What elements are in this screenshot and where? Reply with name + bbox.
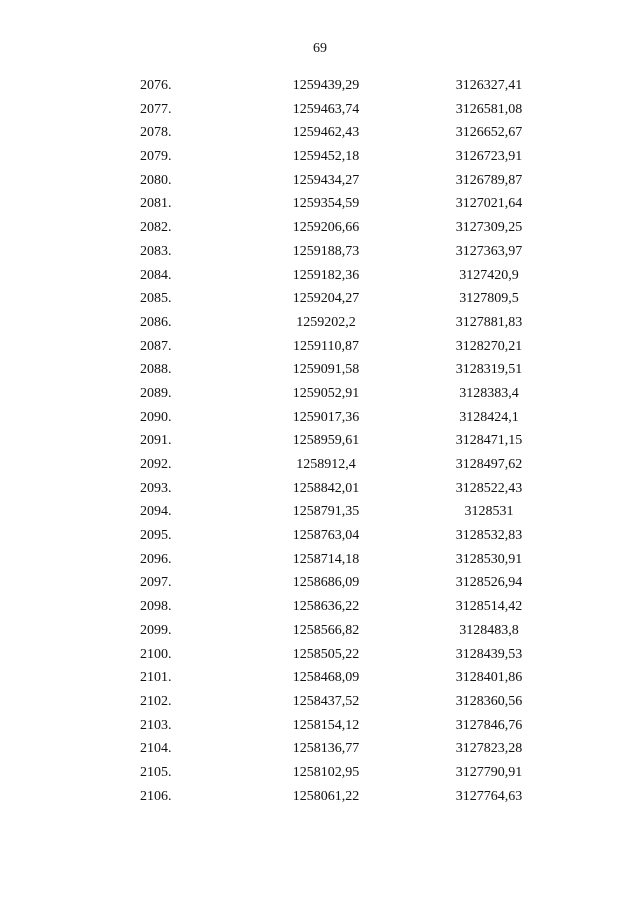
table-row xyxy=(0,432,640,456)
x-coordinate-cell: 1258505,22 xyxy=(292,646,360,662)
point-number-cell: 2099. xyxy=(140,622,172,638)
point-number-cell: 2084. xyxy=(140,267,172,283)
y-coordinate-cell: 3127764,63 xyxy=(455,788,523,804)
y-coordinate-cell: 3127881,83 xyxy=(455,314,523,330)
point-number-cell: 2086. xyxy=(140,314,172,330)
x-coordinate-cell: 1258154,12 xyxy=(292,717,360,733)
y-coordinate-cell: 3128514,42 xyxy=(455,599,523,615)
y-coordinate-cell: 3126327,41 xyxy=(455,78,523,93)
point-number-cell: 2097. xyxy=(140,575,172,591)
x-coordinate-cell: 1259354,59 xyxy=(292,196,360,212)
table-row xyxy=(0,243,640,267)
y-coordinate-cell: 3128439,53 xyxy=(455,646,523,662)
y-coordinate-cell: 3127363,97 xyxy=(455,243,523,259)
y-coordinate-cell: 3127021,64 xyxy=(455,196,523,212)
x-coordinate-cell: 1259462,43 xyxy=(292,125,360,141)
table-row xyxy=(0,764,640,788)
point-number-cell: 2078. xyxy=(140,125,172,141)
point-number-cell: 2094. xyxy=(140,504,172,520)
y-coordinate-cell: 3127823,28 xyxy=(455,741,523,757)
table-row xyxy=(0,409,640,433)
x-coordinate-cell: 1258061,22 xyxy=(292,788,360,804)
y-coordinate-cell: 3128319,51 xyxy=(455,362,523,378)
x-coordinate-cell: 1259463,74 xyxy=(292,101,360,117)
x-coordinate-cell: 1258842,01 xyxy=(292,480,360,496)
table-row xyxy=(0,574,640,598)
table-row xyxy=(0,290,640,314)
x-coordinate-cell: 1258636,22 xyxy=(292,599,360,615)
x-coordinate-cell: 1259017,36 xyxy=(292,409,360,425)
y-coordinate-cell: 3128530,91 xyxy=(455,551,523,567)
y-coordinate-cell: 3128383,4 xyxy=(459,385,519,401)
y-coordinate-cell: 3128270,21 xyxy=(455,338,523,354)
y-coordinate-cell: 3128497,62 xyxy=(455,457,523,472)
y-coordinate-cell: 3127846,76 xyxy=(455,717,523,733)
table-row xyxy=(0,598,640,622)
x-coordinate-cell: 1259182,36 xyxy=(292,267,360,283)
table-row xyxy=(0,195,640,219)
y-coordinate-cell: 3128471,15 xyxy=(455,433,523,449)
point-number-cell: 2100. xyxy=(140,646,172,662)
x-coordinate-cell: 1259202,2 xyxy=(296,314,356,330)
table-row xyxy=(0,267,640,291)
y-coordinate-cell: 3127420,9 xyxy=(459,267,519,283)
point-number-cell: 2083. xyxy=(140,243,172,259)
x-coordinate-cell: 1258102,95 xyxy=(292,764,360,780)
point-number-cell: 2098. xyxy=(140,599,172,615)
table-row xyxy=(0,527,640,551)
y-coordinate-cell: 3126723,91 xyxy=(455,149,523,165)
y-coordinate-cell: 3126581,08 xyxy=(455,101,523,117)
table-row xyxy=(0,172,640,196)
table-row xyxy=(0,124,640,148)
point-number-cell: 2080. xyxy=(140,172,172,188)
x-coordinate-cell: 1258136,77 xyxy=(292,741,360,757)
page-number: 69 xyxy=(313,41,327,56)
point-number-cell: 2102. xyxy=(140,693,172,709)
y-coordinate-cell: 3126789,87 xyxy=(455,172,523,188)
x-coordinate-cell: 1258714,18 xyxy=(292,551,360,567)
point-number-cell: 2106. xyxy=(140,788,172,804)
table-row xyxy=(0,314,640,338)
table-row xyxy=(0,693,640,717)
x-coordinate-cell: 1259434,27 xyxy=(292,172,360,188)
x-coordinate-cell: 1259091,58 xyxy=(292,362,360,378)
y-coordinate-cell: 3128532,83 xyxy=(455,528,523,544)
point-number-cell: 2085. xyxy=(140,291,172,307)
x-coordinate-cell: 1258566,82 xyxy=(292,622,360,638)
table-row xyxy=(0,456,640,480)
y-coordinate-cell: 3128483,8 xyxy=(459,622,519,638)
table-row xyxy=(0,551,640,575)
point-number-cell: 2092. xyxy=(140,457,172,472)
point-number-cell: 2091. xyxy=(140,433,172,449)
point-number-cell: 2095. xyxy=(140,528,172,544)
x-coordinate-cell: 1258763,04 xyxy=(292,528,360,544)
point-number-cell: 2088. xyxy=(140,362,172,378)
y-coordinate-cell: 3128401,86 xyxy=(455,670,523,686)
coordinate-table xyxy=(0,77,640,811)
point-number-cell: 2093. xyxy=(140,480,172,496)
point-number-cell: 2096. xyxy=(140,551,172,567)
point-number-cell: 2089. xyxy=(140,385,172,401)
y-coordinate-cell: 3128424,1 xyxy=(459,409,519,425)
table-row xyxy=(0,717,640,741)
table-row xyxy=(0,361,640,385)
point-number-cell: 2104. xyxy=(140,741,172,757)
x-coordinate-cell: 1258959,61 xyxy=(292,433,360,449)
x-coordinate-cell: 1259439,29 xyxy=(292,78,360,93)
point-number-cell: 2087. xyxy=(140,338,172,354)
table-row xyxy=(0,219,640,243)
table-row xyxy=(0,148,640,172)
table-row xyxy=(0,740,640,764)
point-number-cell: 2082. xyxy=(140,220,172,236)
point-number-cell: 2103. xyxy=(140,717,172,733)
point-number-cell: 2079. xyxy=(140,149,172,165)
y-coordinate-cell: 3127309,25 xyxy=(455,220,523,236)
table-row xyxy=(0,788,640,812)
table-row xyxy=(0,101,640,125)
table-row xyxy=(0,646,640,670)
x-coordinate-cell: 1258912,4 xyxy=(296,457,356,472)
point-number-cell: 2077. xyxy=(140,101,172,117)
table-row xyxy=(0,503,640,527)
x-coordinate-cell: 1259206,66 xyxy=(292,220,360,236)
x-coordinate-cell: 1258437,52 xyxy=(292,693,360,709)
table-row xyxy=(0,622,640,646)
x-coordinate-cell: 1258791,35 xyxy=(292,504,360,520)
x-coordinate-cell: 1258468,09 xyxy=(292,670,360,686)
point-number-cell: 2101. xyxy=(140,670,172,686)
x-coordinate-cell: 1259452,18 xyxy=(292,149,360,165)
y-coordinate-cell: 3127790,91 xyxy=(455,764,523,780)
x-coordinate-cell: 1258686,09 xyxy=(292,575,360,591)
y-coordinate-cell: 3128360,56 xyxy=(455,693,523,709)
table-row xyxy=(0,338,640,362)
x-coordinate-cell: 1259052,91 xyxy=(292,385,360,401)
point-number-cell: 2076. xyxy=(140,78,172,93)
table-row xyxy=(0,77,640,101)
y-coordinate-cell: 3127809,5 xyxy=(459,291,519,307)
y-coordinate-cell: 3128522,43 xyxy=(455,480,523,496)
x-coordinate-cell: 1259188,73 xyxy=(292,243,360,259)
point-number-cell: 2081. xyxy=(140,196,172,212)
y-coordinate-cell: 3128531 xyxy=(464,504,514,520)
table-row xyxy=(0,480,640,504)
point-number-cell: 2105. xyxy=(140,764,172,780)
point-number-cell: 2090. xyxy=(140,409,172,425)
x-coordinate-cell: 1259204,27 xyxy=(292,291,360,307)
table-row xyxy=(0,385,640,409)
table-row xyxy=(0,669,640,693)
y-coordinate-cell: 3128526,94 xyxy=(455,575,523,591)
y-coordinate-cell: 3126652,67 xyxy=(455,125,523,141)
x-coordinate-cell: 1259110,87 xyxy=(293,338,359,354)
